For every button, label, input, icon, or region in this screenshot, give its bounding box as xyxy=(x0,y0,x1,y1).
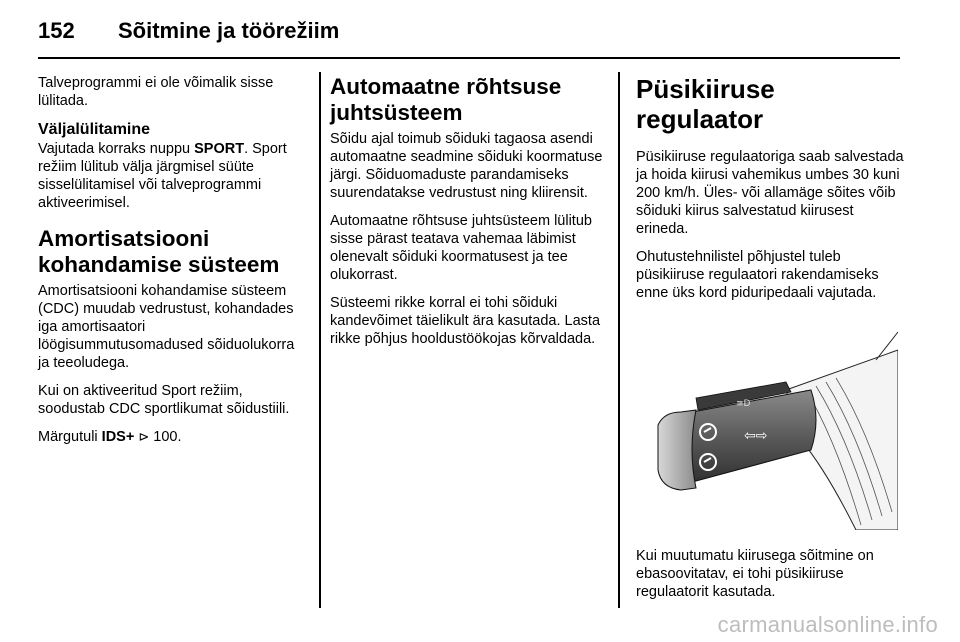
svg-text:≡D: ≡D xyxy=(736,399,751,409)
heading-cruise-control: Püsikiiruse regulaator xyxy=(636,74,775,134)
paragraph: Süsteemi rikke korral ei tohi sõiduki kandevõimet täielikult ära kasutada. Lasta rikke põhjus hooldustöökojas kõrvaldada. xyxy=(330,295,601,347)
page-title: Sõitmine ja töörežiim xyxy=(118,18,340,43)
cruise-control-lever-illustration xyxy=(636,320,898,530)
column-1 xyxy=(38,74,308,456)
paragraph: Sõidu ajal toimub sõiduki tagaosa asendi automaatne seadmine sõiduki koormatuse järgi. Sõiduomaduste parandamiseks suurendatakse vedrustust ning kliirensit. xyxy=(330,131,603,201)
paragraph: Kui muutumatu kiirusega sõitmine on ebasoovitatav, ei tohi püsikiiruse regulaatorit kasutada. xyxy=(636,548,874,600)
svg-text:⇦⇨: ⇦⇨ xyxy=(744,428,768,444)
watermark: carmanualsonline.info xyxy=(717,612,938,637)
indicator-ids-plus: IDS+ xyxy=(101,429,135,445)
button-name-sport: SPORT xyxy=(194,141,245,157)
column-3 xyxy=(636,74,906,611)
page-reference-arrow-icon: ⊳ xyxy=(138,429,150,444)
paragraph: Automaatne rõhtsuse juhtsüsteem lülitub sisse pärast teatava vahemaa läbimist olenevalt sõiduki koormatusest ja tee olukorrast. xyxy=(330,213,592,283)
column-2 xyxy=(330,74,605,358)
heading-switch-off: Väljalülitamine xyxy=(38,121,151,138)
paragraph: Märgutuli IDS+ ⊳ 100. xyxy=(38,429,182,445)
page-number: 152 xyxy=(38,18,75,43)
paragraph: Ohutustehnilistel põhjustel tuleb püsikiiruse regulaatori rakendamiseks enne üks kord piduripedaali vajutada. xyxy=(636,249,879,301)
page-header xyxy=(38,14,900,54)
column-divider-2 xyxy=(618,72,620,608)
heading-auto-level: Automaatne rõhtsuse juhtsüsteem xyxy=(330,74,562,125)
paragraph: Talveprogrammi ei ole võimalik sisse lülitada. xyxy=(38,75,274,109)
column-divider-1 xyxy=(319,72,321,608)
paragraph: Vajutada korraks nuppu SPORT. Sport režiim lülitub välja järgmisel süüte sisselülitamisel või talveprogrammi aktiveerimisel. xyxy=(38,141,287,211)
header-divider xyxy=(38,57,900,59)
paragraph: Kui on aktiveeritud Sport režiim, soodustab CDC sportlikumat sõidustiili. xyxy=(38,383,290,417)
page-reference[interactable]: 100. xyxy=(149,429,182,445)
heading-cdc: Amortisatsiooni kohandamise süsteem xyxy=(38,226,280,277)
paragraph: Amortisatsiooni kohandamise süsteem (CDC) muudab vedrustust, kohandades iga amortisaatori löögisummutusomadused sõiduolukorra ja teeoludega. xyxy=(38,283,295,371)
paragraph: Püsikiiruse regulaatoriga saab salvestada ja hoida kiirusi vahemikus umbes 30 kuni 200 km/h. Üles- või allamäge sõites võib sõiduki kiirus salvestatud kiirusest erineda. xyxy=(636,149,904,237)
